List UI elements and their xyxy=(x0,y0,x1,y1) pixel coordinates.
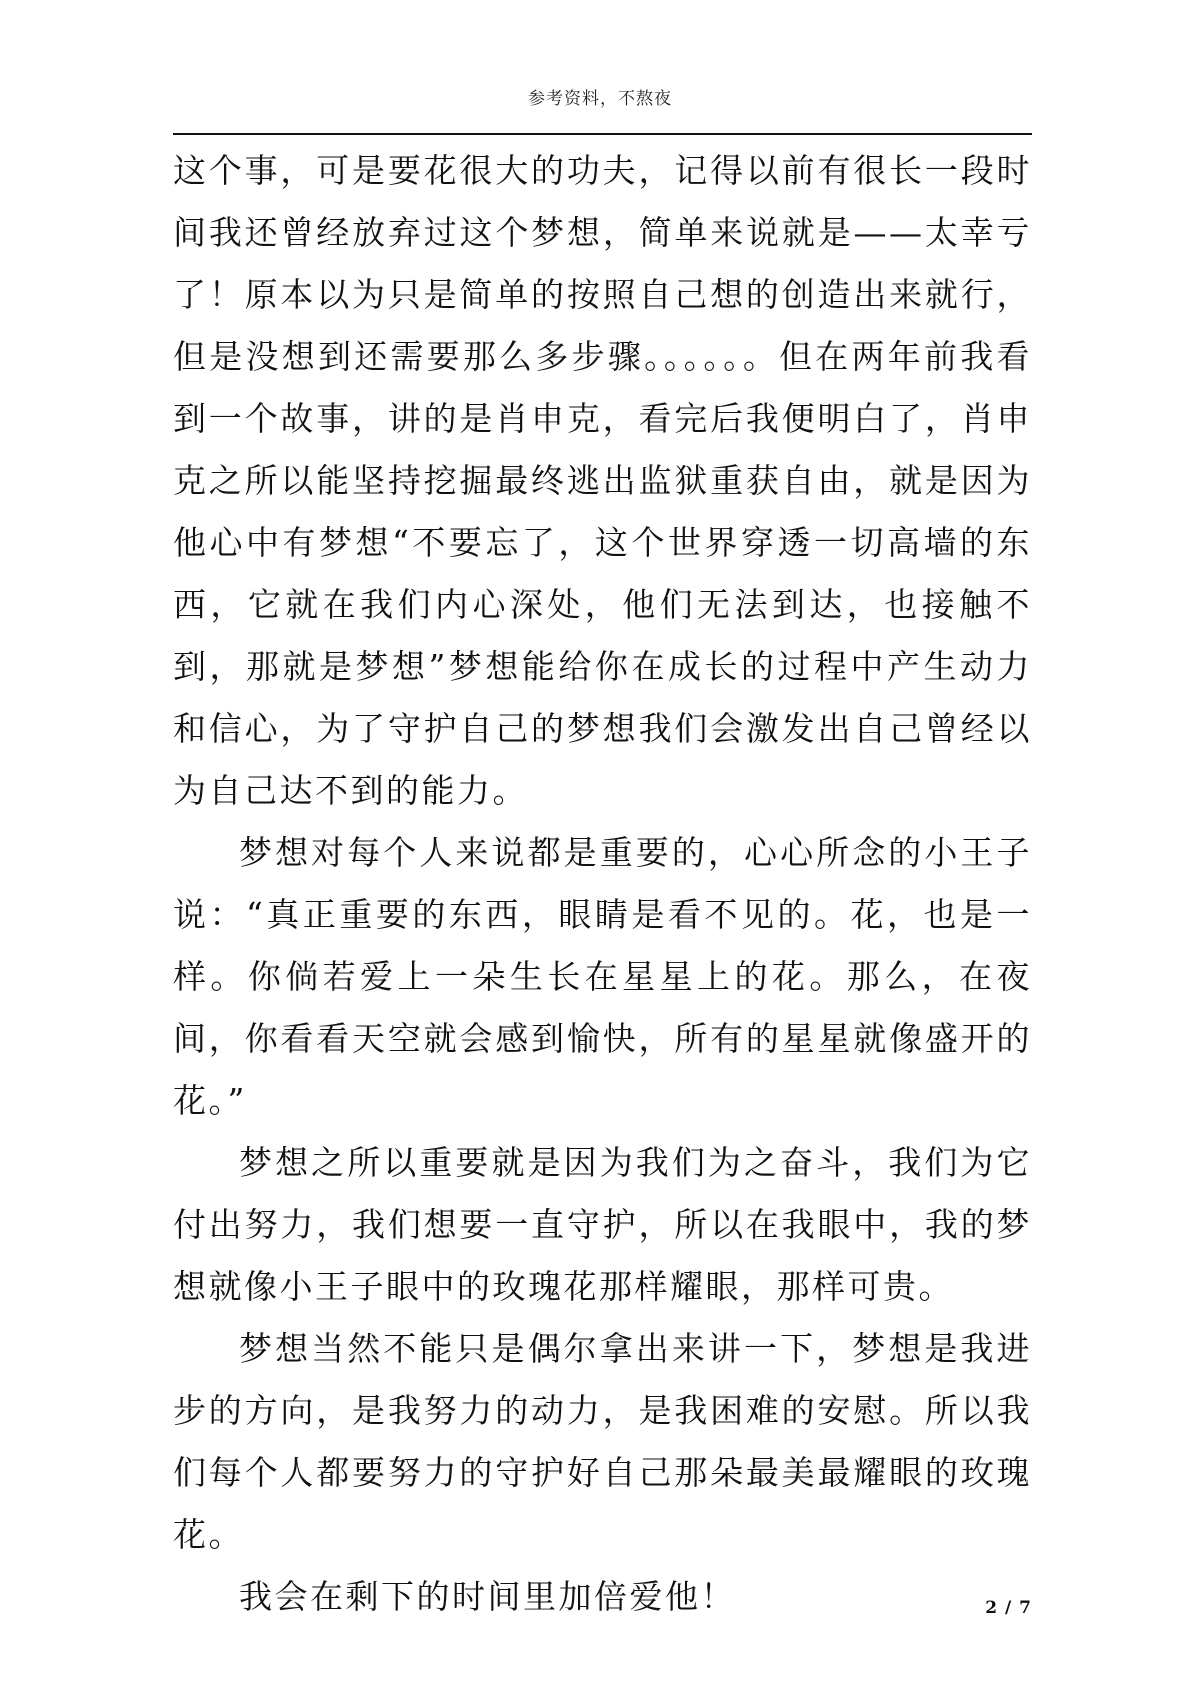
paragraph: 梦想之所以重要就是因为我们为之奋斗，我们为它付出努力，我们想要一直守护，所以在我眼中，我的梦想就像小王子眼中的玫瑰花那样耀眼，那样可贵。 xyxy=(173,1143,1032,1306)
header-divider xyxy=(173,133,1032,135)
paragraph-continued: 这个事，可是要花很大的功夫，记得以前有很长一段时间我还曾经放弃过这个梦想，简单来说就是——太幸亏了！原本以为只是简单的按照自己想的创造出来就行，但是没想到还需要那么多步骤。。。。。。但在两年前我看到一个故事，讲的是肖申克，看完后我便明白了，肖申克之所以能坚持挖掘最终逃出监狱重获自由，就是因为他心中有梦想“不要忘了，这个世界穿透一切高墙的东西，它就在我们内心深处，他们无法到达，也接触不到，那就是梦想”梦想能给你在成长的过程中产生动力和信心，为了守护自己的梦想我们会激发出自己曾经以为自己达不到的能力。 xyxy=(173,151,1032,810)
document-body xyxy=(173,140,1032,1628)
page-header: 参考资料，不熬夜 xyxy=(528,89,672,109)
paragraph: 我会在剩下的时间里加倍爱他！ xyxy=(239,1577,736,1616)
paragraph: 梦想当然不能只是偶尔拿出来讲一下，梦想是我进步的方向，是我努力的动力，是我困难的安慰。所以我们每个人都要努力的守护好自己那朵最美最耀眼的玫瑰花。 xyxy=(173,1329,1032,1554)
page-number: 2 / 7 xyxy=(985,1598,1032,1618)
paragraph: 梦想对每个人来说都是重要的，心心所念的小王子说：“真正重要的东西，眼睛是看不见的。花，也是一样。你倘若爱上一朵生长在星星上的花。那么，在夜间，你看看天空就会感到愉快，所有的星星就像盛开的花。” xyxy=(173,833,1032,1120)
